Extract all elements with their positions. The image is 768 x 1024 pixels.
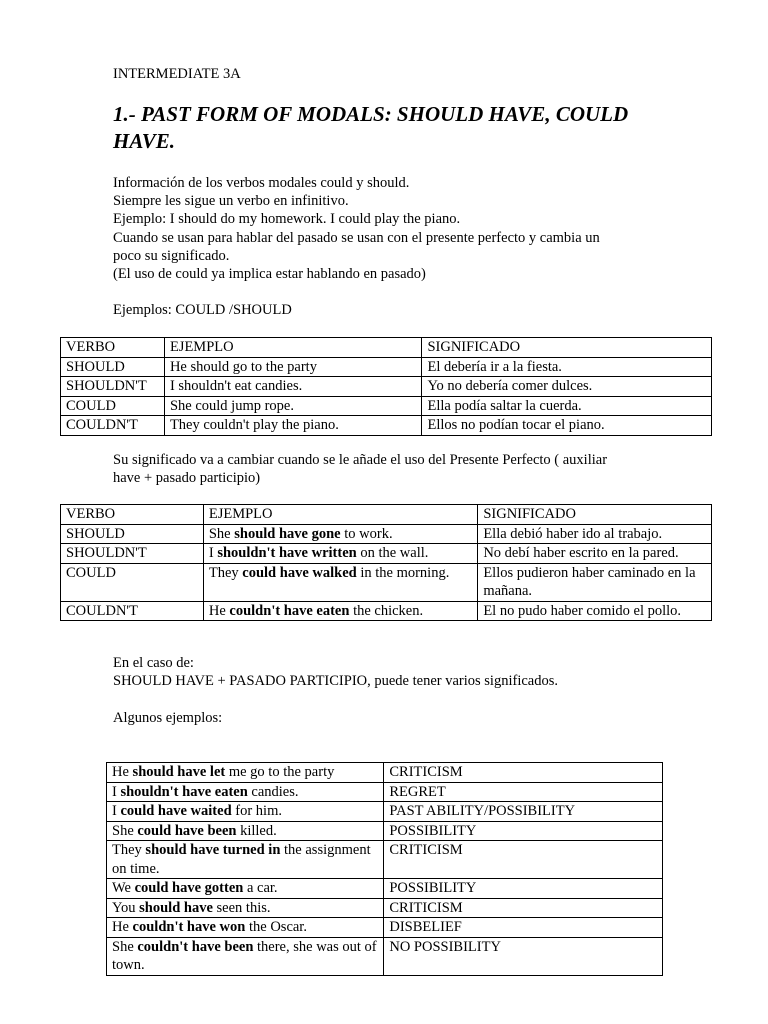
meaning-cell: REGRET (384, 782, 663, 802)
verb-cell: COULD (61, 396, 165, 416)
example-text: He (112, 919, 133, 935)
table-row (61, 396, 712, 416)
example-text: candies. (247, 783, 299, 800)
table-row (61, 544, 712, 564)
column-header: EJEMPLO (164, 338, 422, 358)
example-text: the assignment on time. (112, 842, 371, 877)
example-text: We (112, 880, 135, 896)
paragraph-line: SHOULD HAVE + PASADO PARTICIPIO, puede tener varios significados. (113, 673, 558, 689)
table-row (107, 879, 663, 899)
meaning-cell: Ella podía saltar la cuerda. (422, 396, 712, 416)
modals-table (60, 337, 712, 436)
paragraph-line: Su significado va a cambiar cuando se le añade el uso del Presente Perfecto ( auxiliar (113, 452, 608, 468)
example-text: for him. (231, 803, 282, 819)
example-text: seen this. (212, 899, 271, 916)
modal-phrase: could have walked (242, 564, 357, 581)
table-header-row (61, 338, 712, 358)
modal-phrase: couldn't have eaten (229, 602, 350, 619)
meaning-cell: El debería ir a la fiesta. (422, 357, 712, 377)
table-row (107, 841, 663, 879)
page-title: 1.- PAST FORM OF MODALS: SHOULD HAVE, COULD HAVE. (113, 102, 629, 153)
column-header: EJEMPLO (203, 505, 477, 525)
example-text: there, she was out of town. (112, 938, 377, 973)
meaning-cell: No debí haber escrito en la pared. (478, 544, 712, 564)
paragraph-line: have + pasado participio) (113, 470, 261, 486)
table-row (61, 416, 712, 436)
meaning-cell: NO POSSIBILITY (384, 937, 663, 975)
verb-cell: SHOULD (61, 357, 165, 377)
intro-line: Cuando se usan para hablar del pasado se usan con el presente perfecto y cambia un (113, 230, 600, 246)
example-cell (107, 763, 384, 783)
example-text: a car. (243, 880, 278, 896)
table-row (107, 782, 663, 802)
modal-phrase: shouldn't have eaten (120, 783, 248, 800)
example-text: She (112, 822, 138, 839)
verb-cell: COULDN'T (61, 416, 165, 436)
example-text: the chicken. (349, 602, 424, 619)
example-text: She (112, 938, 138, 955)
verb-cell: COULDN'T (61, 601, 204, 621)
example-cell (107, 802, 384, 822)
meaning-cell: DISBELIEF (384, 918, 663, 938)
document-header: INTERMEDIATE 3A (113, 66, 241, 82)
examples-label: Ejemplos: COULD /SHOULD (113, 302, 292, 318)
table-row (107, 802, 663, 822)
meaning-cell: CRITICISM (384, 898, 663, 918)
example-text: on the wall. (356, 545, 429, 561)
example-text: You (112, 899, 140, 916)
example-cell (203, 601, 477, 621)
example-text: me go to the party (225, 764, 335, 780)
table-row (107, 898, 663, 918)
example-cell: She could jump rope. (164, 396, 422, 416)
example-cell (203, 524, 477, 544)
column-header: SIGNIFICADO (422, 338, 712, 358)
example-text: in the morning. (356, 564, 450, 581)
table-row (107, 937, 663, 975)
modal-phrase: couldn't have won (132, 919, 246, 935)
example-cell (203, 544, 477, 564)
example-cell (203, 563, 477, 601)
verb-cell: COULD (61, 563, 204, 601)
example-text: They (208, 564, 243, 581)
meaning-cell: Yo no debería comer dulces. (422, 377, 712, 397)
meaning-cell: El no pudo haber comido el pollo. (478, 601, 712, 621)
example-text: I (208, 545, 218, 561)
meaning-cell: CRITICISM (384, 763, 663, 783)
modal-phrase: could have been (137, 822, 237, 839)
example-text: He (208, 602, 230, 619)
example-text: I (112, 783, 121, 800)
modal-phrase: shouldn't have written (217, 545, 357, 561)
modal-phrase: should have gone (234, 525, 341, 542)
meaning-cell: CRITICISM (384, 841, 663, 879)
modal-phrase: should have (139, 899, 213, 916)
example-text: He (112, 764, 133, 780)
intro-line: poco su significado. (113, 248, 230, 264)
column-header: SIGNIFICADO (478, 505, 712, 525)
meaning-cell: Ellos no podían tocar el piano. (422, 416, 712, 436)
table-row (61, 563, 712, 601)
verb-cell: SHOULDN'T (61, 377, 165, 397)
example-cell (107, 841, 384, 879)
meaning-cell: Ella debió haber ido al trabajo. (478, 524, 712, 544)
intro-line: (El uso de could ya implica estar hablando en pasado) (113, 266, 426, 282)
column-header: VERBO (61, 505, 204, 525)
should-have-meanings-table (106, 762, 663, 976)
example-cell: He should go to the party (164, 357, 422, 377)
intro-line: Ejemplo: I should do my homework. I could play the piano. (113, 211, 461, 227)
column-header: VERBO (61, 338, 165, 358)
example-cell (107, 821, 384, 841)
modal-phrase: should have let (132, 764, 226, 780)
table-row (61, 357, 712, 377)
example-text: I (112, 803, 121, 819)
intro-line: Siempre les sigue un verbo en infinitivo. (113, 193, 349, 209)
table-row (61, 601, 712, 621)
example-text: She (208, 525, 235, 542)
table-row (107, 918, 663, 938)
table-header-row (61, 505, 712, 525)
example-cell (107, 937, 384, 975)
present-perfect-table (60, 504, 712, 621)
intro-line: Información de los verbos modales could y should. (113, 175, 410, 191)
example-text: to work. (340, 525, 393, 542)
example-cell (107, 879, 384, 899)
example-text: They (112, 842, 146, 858)
modal-phrase: should have turned in (145, 842, 281, 858)
example-cell (107, 918, 384, 938)
example-text: the Oscar. (245, 919, 307, 935)
example-cell: I shouldn't eat candies. (164, 377, 422, 397)
example-cell (107, 898, 384, 918)
table-row (107, 821, 663, 841)
table-row (61, 524, 712, 544)
modal-phrase: could have waited (120, 803, 232, 819)
table-row (107, 763, 663, 783)
modal-phrase: could have gotten (134, 880, 244, 896)
meaning-cell: Ellos pudieron haber caminado en la mañana. (478, 563, 712, 601)
meaning-cell: PAST ABILITY/POSSIBILITY (384, 802, 663, 822)
example-cell: They couldn't play the piano. (164, 416, 422, 436)
example-text: killed. (236, 822, 277, 839)
table-row (61, 377, 712, 397)
example-cell (107, 782, 384, 802)
meaning-cell: POSSIBILITY (384, 879, 663, 899)
verb-cell: SHOULDN'T (61, 544, 204, 564)
paragraph-line: En el caso de: (113, 655, 194, 671)
modal-phrase: couldn't have been (137, 938, 254, 955)
meaning-cell: POSSIBILITY (384, 821, 663, 841)
examples-label: Algunos ejemplos: (113, 710, 223, 726)
verb-cell: SHOULD (61, 524, 204, 544)
